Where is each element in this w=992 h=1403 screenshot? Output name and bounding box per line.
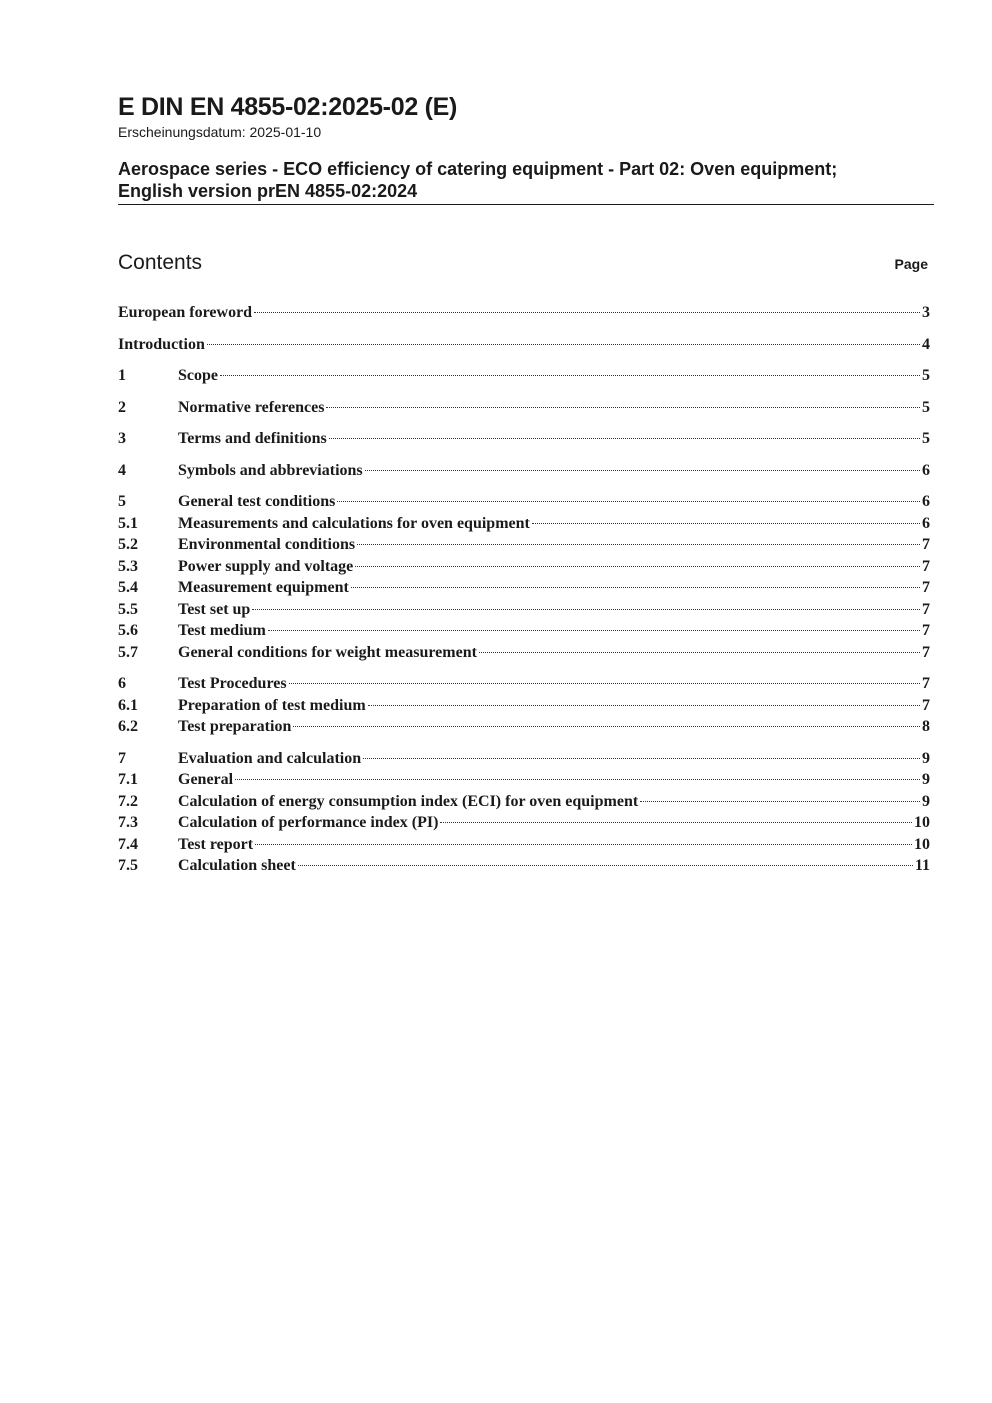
toc-entry-title: Scope xyxy=(178,367,218,384)
toc-dot-leader xyxy=(479,652,920,653)
toc-entry[interactable] xyxy=(118,334,930,356)
toc-entry-page: 10 xyxy=(914,814,930,831)
toc-entry[interactable] xyxy=(118,556,930,578)
toc-entry-number: 5.6 xyxy=(118,622,138,639)
toc-entry[interactable] xyxy=(118,302,930,324)
toc-entry-title: Test set up xyxy=(178,600,251,618)
table-of-contents xyxy=(118,302,930,877)
toc-entry-page: 10 xyxy=(914,835,930,853)
toc-entry-number: 5.3 xyxy=(118,557,138,575)
toc-entry-page: 7 xyxy=(922,696,930,714)
toc-entry-number: 4 xyxy=(118,461,126,479)
toc-entry-title: Test preparation xyxy=(178,718,292,735)
toc-entry-title: Measurement equipment xyxy=(178,579,349,596)
publication-date: Erscheinungsdatum: 2025-01-10 xyxy=(118,124,322,140)
document-title-line-1: Aerospace series - ECO efficiency of catering equipment - Part 02: Oven equipment; xyxy=(118,159,838,179)
toc-entry-title: Terms and definitions xyxy=(178,430,327,447)
toc-dot-leader xyxy=(357,544,920,545)
toc-entry[interactable] xyxy=(118,577,930,599)
toc-dot-leader xyxy=(220,375,920,376)
toc-entry-page: 7 xyxy=(922,536,930,553)
toc-entry[interactable] xyxy=(118,695,930,717)
toc-entry-number: 6 xyxy=(118,675,126,692)
toc-entry-page: 7 xyxy=(922,643,930,661)
toc-entry[interactable] xyxy=(118,716,930,738)
toc-entry-number: 3 xyxy=(118,430,126,447)
toc-entry-page: 3 xyxy=(922,304,930,321)
toc-dot-leader xyxy=(329,438,920,439)
toc-entry-title: Measurements and calculations for oven equipment xyxy=(178,514,530,532)
toc-entry[interactable] xyxy=(118,642,930,664)
toc-entry[interactable] xyxy=(118,460,930,482)
toc-dot-leader xyxy=(252,609,920,610)
toc-entry-title: Preparation of test medium xyxy=(178,696,366,714)
toc-entry[interactable] xyxy=(118,791,930,813)
toc-entry-title: Symbols and abbreviations xyxy=(178,461,363,479)
toc-dot-leader xyxy=(326,407,920,408)
toc-entry-page: 4 xyxy=(922,335,930,353)
toc-dot-leader xyxy=(254,312,920,313)
toc-entry-number: 5.2 xyxy=(118,536,138,553)
toc-entry-number: 7.4 xyxy=(118,835,138,853)
contents-header xyxy=(118,251,928,275)
toc-entry-title: Calculation of performance index (PI) xyxy=(178,814,439,831)
toc-entry-title: Environmental conditions xyxy=(178,536,356,553)
toc-entry-title: Test Procedures xyxy=(178,675,287,692)
toc-entry-page: 7 xyxy=(922,675,930,692)
toc-entry-number: 2 xyxy=(118,398,126,416)
toc-entry[interactable] xyxy=(118,491,930,513)
toc-dot-leader xyxy=(235,779,920,780)
toc-entry-number: 5.5 xyxy=(118,600,138,618)
toc-entry-number: 7.2 xyxy=(118,792,138,810)
toc-entry[interactable] xyxy=(118,620,930,642)
page-column-label: Page xyxy=(894,256,928,272)
toc-entry[interactable] xyxy=(118,812,930,834)
document-title-line-2: English version prEN 4855-02:2024 xyxy=(118,181,418,201)
toc-entry-page: 9 xyxy=(922,771,930,788)
document-id: E DIN EN 4855-02:2025-02 (E) xyxy=(118,93,457,121)
toc-dot-leader xyxy=(255,844,912,845)
toc-entry-title: Power supply and voltage xyxy=(178,557,354,575)
toc-entry-number: 7 xyxy=(118,749,126,767)
toc-entry-page: 6 xyxy=(922,514,930,532)
toc-entry-number: 7.5 xyxy=(118,857,138,874)
toc-dot-leader xyxy=(207,344,920,345)
toc-entry-page: 6 xyxy=(922,493,930,510)
toc-entry[interactable] xyxy=(118,397,930,419)
toc-dot-leader xyxy=(640,801,920,802)
toc-entry[interactable] xyxy=(118,365,930,387)
toc-dot-leader xyxy=(268,630,920,631)
toc-dot-leader xyxy=(298,865,913,866)
toc-entry-title: General test conditions xyxy=(178,493,336,510)
toc-entry-page: 9 xyxy=(922,792,930,810)
toc-entry-page: 5 xyxy=(922,398,930,416)
toc-dot-leader xyxy=(337,501,920,502)
toc-entry[interactable] xyxy=(118,513,930,535)
toc-entry-title: Introduction xyxy=(118,335,205,353)
toc-entry-number: 5.1 xyxy=(118,514,138,532)
toc-dot-leader xyxy=(532,523,920,524)
toc-entry-title: General xyxy=(178,771,234,788)
toc-entry-number: 5.4 xyxy=(118,579,138,596)
toc-entry-page: 7 xyxy=(922,557,930,575)
toc-dot-leader xyxy=(289,683,920,684)
toc-entry-title: Normative references xyxy=(178,398,325,416)
document-header xyxy=(118,92,934,205)
toc-entry-number: 5 xyxy=(118,493,126,510)
toc-entry-page: 7 xyxy=(922,600,930,618)
toc-entry[interactable] xyxy=(118,673,930,695)
toc-dot-leader xyxy=(351,587,920,588)
toc-entry-page: 11 xyxy=(914,857,930,874)
contents-heading: Contents xyxy=(118,251,203,274)
toc-entry[interactable] xyxy=(118,428,930,450)
toc-entry-number: 6.1 xyxy=(118,696,138,714)
toc-entry-number: 6.2 xyxy=(118,718,138,735)
toc-entry-number: 7.3 xyxy=(118,814,138,831)
toc-entry-page: 5 xyxy=(922,367,930,384)
toc-entry[interactable] xyxy=(118,855,930,877)
toc-entry-title: European foreword xyxy=(118,304,253,321)
toc-dot-leader xyxy=(365,470,920,471)
toc-entry-number: 1 xyxy=(118,367,126,384)
toc-entry-page: 8 xyxy=(922,718,930,735)
toc-entry-page: 9 xyxy=(922,749,930,767)
toc-dot-leader xyxy=(293,726,920,727)
toc-entry-title: Calculation sheet xyxy=(178,857,296,874)
toc-entry[interactable] xyxy=(118,748,930,770)
toc-entry-page: 7 xyxy=(922,579,930,596)
toc-entry-page: 7 xyxy=(922,622,930,639)
toc-entry-title: Calculation of energy consumption index (ECI) for oven equipment xyxy=(178,792,639,810)
toc-dot-leader xyxy=(363,758,920,759)
toc-dot-leader xyxy=(368,705,920,706)
document-title xyxy=(118,158,934,205)
toc-dot-leader xyxy=(355,566,920,567)
toc-entry[interactable] xyxy=(118,834,930,856)
toc-entry[interactable] xyxy=(118,769,930,791)
toc-dot-leader xyxy=(440,822,912,823)
toc-entry[interactable] xyxy=(118,534,930,556)
toc-entry-page: 6 xyxy=(922,461,930,479)
toc-entry-title: Test medium xyxy=(178,622,266,639)
toc-entry-title: Test report xyxy=(178,835,254,853)
toc-entry-title: General conditions for weight measurement xyxy=(178,643,477,661)
toc-entry-title: Evaluation and calculation xyxy=(178,749,362,767)
toc-entry-number: 7.1 xyxy=(118,771,138,788)
toc-entry[interactable] xyxy=(118,599,930,621)
toc-entry-page: 5 xyxy=(922,430,930,447)
toc-entry-number: 5.7 xyxy=(118,643,138,661)
